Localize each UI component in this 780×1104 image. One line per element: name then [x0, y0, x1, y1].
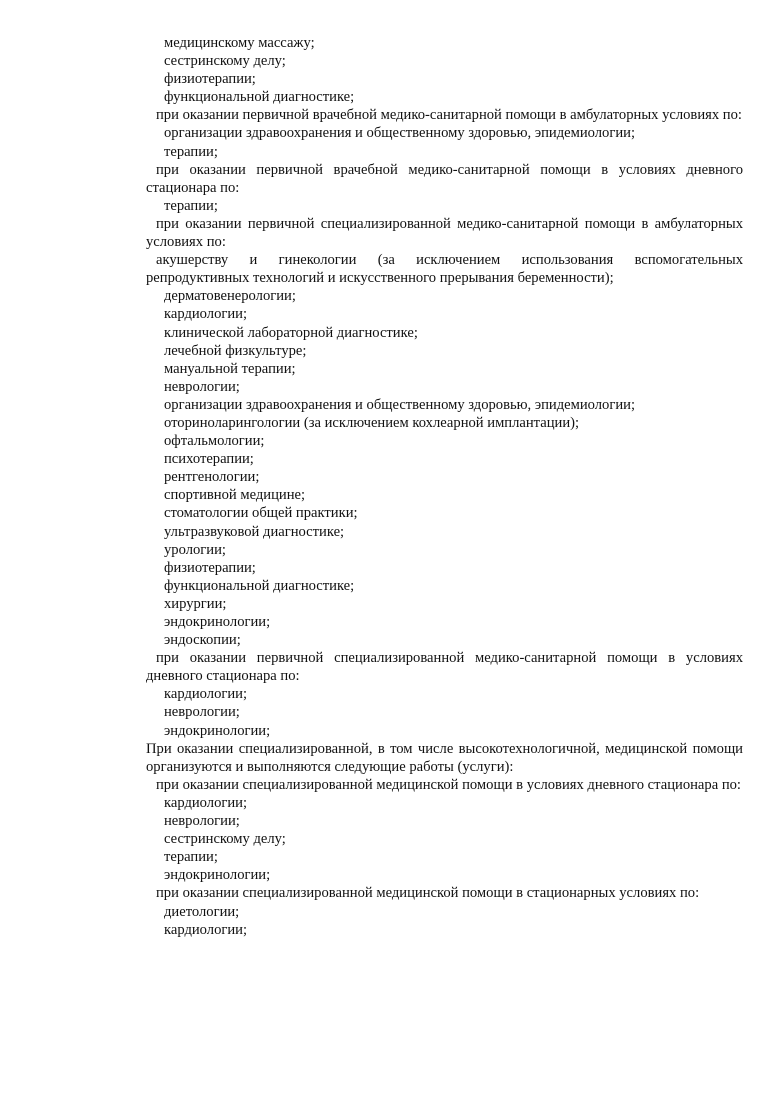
section-paragraph: при оказании первичной врачебной медико-санитарной помощи в условиях дневного стационара по:	[146, 161, 743, 196]
list-item: ультразвуковой диагностике;	[164, 523, 345, 540]
list-item: спортивной медицине;	[164, 487, 306, 504]
list-item: лечебной физкультуре;	[164, 342, 307, 359]
list-item: физиотерапии;	[164, 71, 256, 88]
list-item: неврологии;	[164, 704, 240, 721]
list-item: клинической лабораторной диагностике;	[164, 324, 418, 341]
section-paragraph: при оказании первичной специализированной медико-санитарной помощи в условиях дневного стационара по:	[146, 650, 743, 685]
section-paragraph: При оказании специализированной, в том числе высокотехнологичной, медицинской помощи организуются и выполняются следующие работы (услуги):	[146, 740, 743, 775]
list-item: организации здравоохранения и общественному здоровью, эпидемиологии;	[164, 396, 636, 413]
list-item: кардиологии;	[164, 921, 248, 938]
list-item: эндокринологии;	[164, 722, 271, 739]
list-item: функциональной диагностике;	[164, 577, 355, 594]
list-item: терапии;	[164, 849, 218, 866]
list-item: психотерапии;	[164, 451, 254, 468]
section-paragraph: при оказании специализированной медицинской помощи в стационарных условиях по:	[156, 885, 700, 902]
list-item: функциональной диагностике;	[164, 89, 355, 106]
list-item: кардиологии;	[164, 306, 248, 323]
document-page	[146, 34, 743, 939]
list-item: стоматологии общей практики;	[164, 505, 358, 522]
list-item: сестринскому делу;	[164, 831, 286, 848]
section-paragraph: при оказании первичной специализированной медико-санитарной помощи в амбулаторных условиях по:	[146, 215, 743, 251]
list-item: кардиологии;	[164, 794, 248, 811]
list-item: офтальмологии;	[164, 433, 265, 450]
list-item: хирургии;	[164, 595, 227, 612]
list-item: эндокринологии;	[164, 614, 271, 630]
section-paragraph: при оказании специализированной медицинской помощи в условиях дневного стационара по:	[156, 776, 741, 793]
list-item: организации здравоохранения и общественному здоровью, эпидемиологии;	[164, 125, 636, 142]
list-item: сестринскому делу;	[164, 53, 286, 70]
list-item: медицинскому массажу;	[164, 35, 315, 51]
list-item: неврологии;	[164, 813, 240, 830]
list-item: урологии;	[164, 541, 226, 558]
list-item: терапии;	[164, 197, 218, 214]
list-item: оториноларингологии (за исключением кохлеарной имплантации);	[164, 414, 580, 431]
list-item: кардиологии;	[164, 686, 248, 703]
list-item: неврологии;	[164, 378, 240, 395]
list-item: дерматовенерологии;	[164, 288, 296, 305]
list-item: диетологии;	[164, 903, 240, 920]
list-item: мануальной терапии;	[164, 360, 296, 377]
section-paragraph: акушерству и гинекологии (за исключением использования вспомогательных репродуктивных технологий и искусственного прерывания беременности);	[146, 252, 743, 287]
list-item: терапии;	[164, 143, 218, 160]
list-item: рентгенологии;	[164, 469, 260, 486]
list-item: физиотерапии;	[164, 559, 256, 576]
list-item: эндокринологии;	[164, 867, 271, 884]
list-item: эндоскопии;	[164, 632, 241, 649]
section-paragraph: при оказании первичной врачебной медико-санитарной помощи в амбулаторных условиях по:	[156, 107, 742, 124]
